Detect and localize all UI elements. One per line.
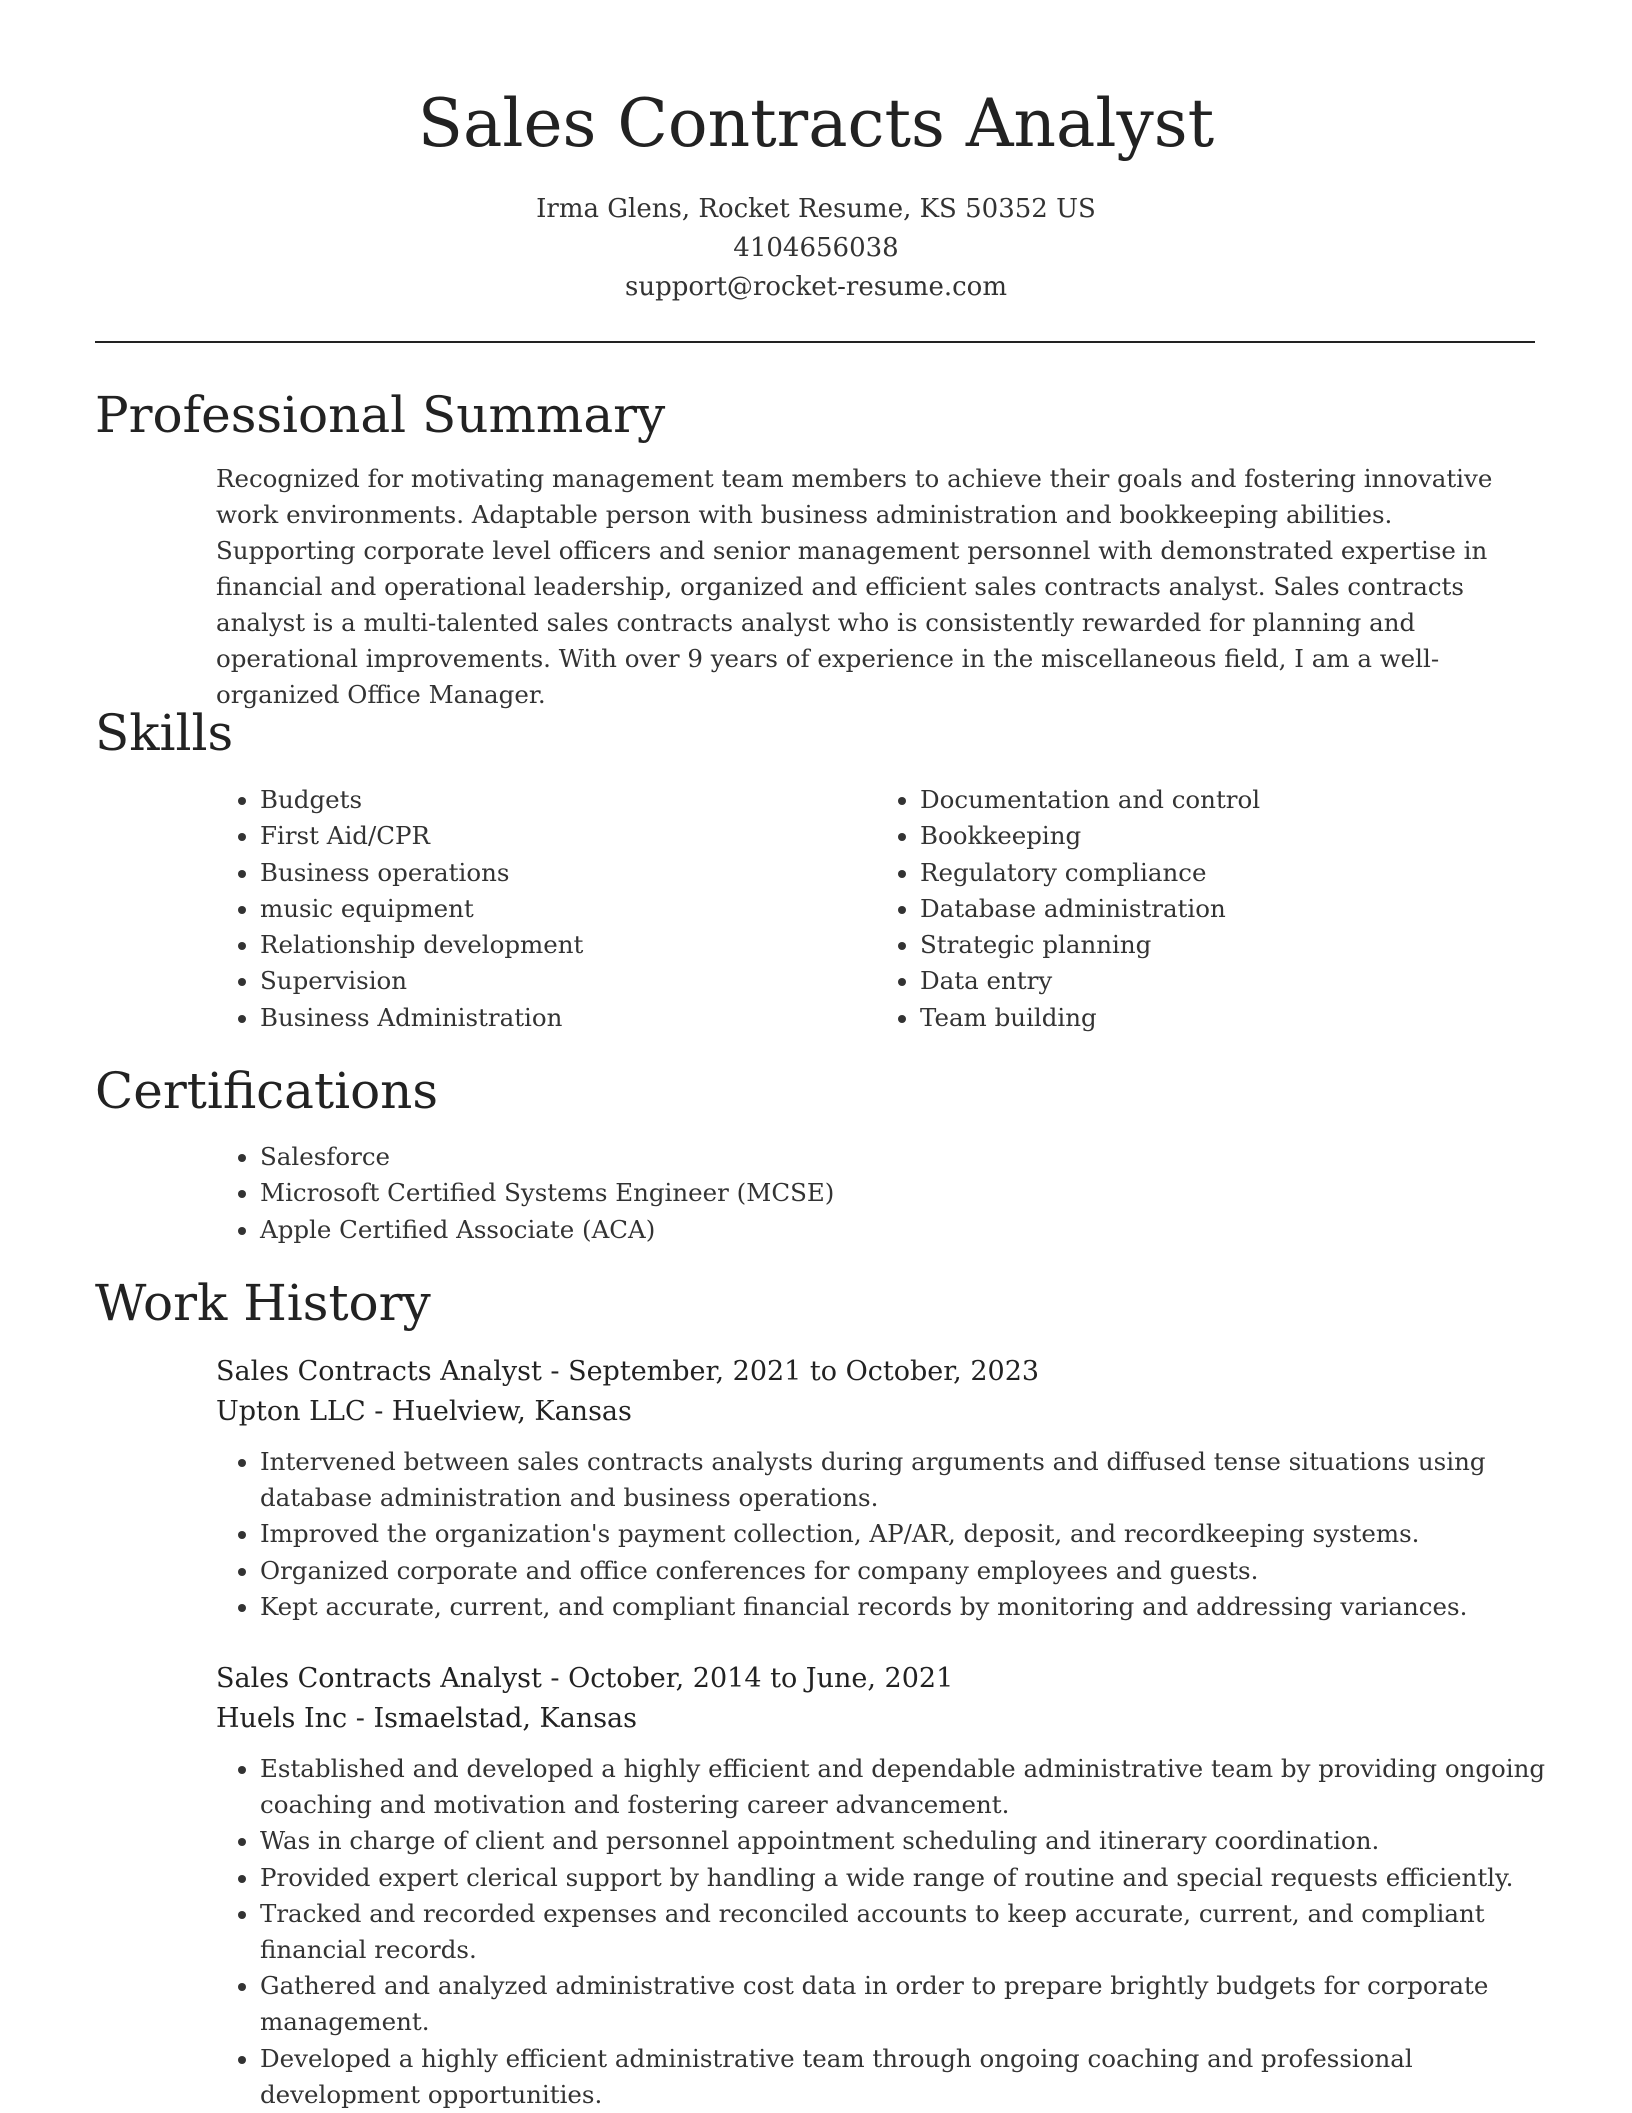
list-item: • Organized corporate and office conferences for company employees and guests. bbox=[260, 1553, 1546, 1589]
list-item: • First Aid/CPR bbox=[260, 818, 876, 854]
header-divider bbox=[95, 341, 1535, 343]
list-item: • Apple Certified Associate (ACA) bbox=[260, 1212, 1536, 1248]
list-item: • Strategic planning bbox=[920, 927, 1536, 963]
list-item: • Gathered and analyzed administrative cost data in order to prepare brightly budgets for corporate management. bbox=[260, 1968, 1546, 2040]
list-item: • Developed a highly efficient administrative team through ongoing coaching and professional development opportunities. bbox=[260, 2041, 1546, 2113]
certifications-heading: Certifications bbox=[95, 1062, 439, 1120]
job-title-line: Sales Contracts Analyst - September, 2021 to October, 2023 bbox=[216, 1356, 1040, 1387]
skills-column-left bbox=[216, 782, 876, 1036]
list-item: • Budgets bbox=[260, 782, 876, 818]
certifications-list bbox=[216, 1139, 1536, 1248]
skills-column-right bbox=[876, 782, 1536, 1036]
list-item: • Business Administration bbox=[260, 1000, 876, 1036]
list-item: • Documentation and control bbox=[920, 782, 1536, 818]
job-entry bbox=[216, 1659, 1546, 2113]
job-bullets bbox=[216, 1444, 1546, 1625]
list-item: • Team building bbox=[920, 1000, 1536, 1036]
list-item: • Database administration bbox=[920, 891, 1536, 927]
summary-heading: Professional Summary bbox=[95, 386, 666, 444]
list-item: • Salesforce bbox=[260, 1139, 1536, 1175]
job-entry bbox=[216, 1352, 1546, 1625]
list-item: • Data entry bbox=[920, 963, 1536, 999]
contact-address: Irma Glens, Rocket Resume, KS 50352 US bbox=[536, 194, 1096, 224]
list-item: • Established and developed a highly efficient and dependable administrative team by providing ongoing coaching and motivation and fostering career advancement. bbox=[260, 1751, 1546, 1823]
list-item: • Microsoft Certified Systems Engineer (MCSE) bbox=[260, 1175, 1536, 1211]
list-item: • Intervened between sales contracts analysts during arguments and diffused tense situations using database administration and business operations. bbox=[260, 1444, 1546, 1516]
list-item: • Provided expert clerical support by handling a wide range of routine and special requests efficiently. bbox=[260, 1860, 1546, 1896]
skills-list bbox=[216, 782, 1536, 1036]
list-item: • Relationship development bbox=[260, 927, 876, 963]
job-company-line: Upton LLC - Huelview, Kansas bbox=[216, 1396, 632, 1427]
job-title-line: Sales Contracts Analyst - October, 2014 to June, 2021 bbox=[216, 1663, 954, 1694]
list-item: • Bookkeeping bbox=[920, 818, 1536, 854]
list-item: • Kept accurate, current, and compliant financial records by monitoring and addressing variances. bbox=[260, 1589, 1546, 1625]
job-bullets bbox=[216, 1751, 1546, 2113]
contact-block bbox=[0, 190, 1632, 307]
summary-text: Recognized for motivating management team members to achieve their goals and fostering innovative work environments. Adaptable person with business administration and bookkeeping abilities. Supporting corporate level officers and senior management personnel with demonstrated expertise in financial and operational leadership, organized and efficient sales contracts analyst. Sales contracts analyst is a multi-talented sales contracts analyst who is consistently rewarded for planning and operational improvements. With over 9 years of experience in the miscellaneous field, I am a well-organized Office Manager. bbox=[216, 464, 1493, 709]
list-item: • Supervision bbox=[260, 963, 876, 999]
skills-heading: Skills bbox=[95, 704, 234, 762]
list-item: • Regulatory compliance bbox=[920, 855, 1536, 891]
resume-header bbox=[0, 0, 1632, 307]
list-item: • Improved the organization's payment collection, AP/AR, deposit, and recordkeeping systems. bbox=[260, 1516, 1546, 1552]
list-item: • Business operations bbox=[260, 855, 876, 891]
contact-phone: 4104656038 bbox=[733, 233, 899, 263]
list-item: • Tracked and recorded expenses and reconciled accounts to keep accurate, current, and compliant financial records. bbox=[260, 1896, 1546, 1968]
list-item: • music equipment bbox=[260, 891, 876, 927]
contact-email: support@rocket-resume.com bbox=[624, 272, 1007, 302]
job-company-line: Huels Inc - Ismaelstad, Kansas bbox=[216, 1703, 638, 1734]
page-title: Sales Contracts Analyst bbox=[417, 85, 1215, 162]
work-history-heading: Work History bbox=[95, 1274, 431, 1332]
list-item: • Was in charge of client and personnel appointment scheduling and itinerary coordination. bbox=[260, 1823, 1546, 1859]
